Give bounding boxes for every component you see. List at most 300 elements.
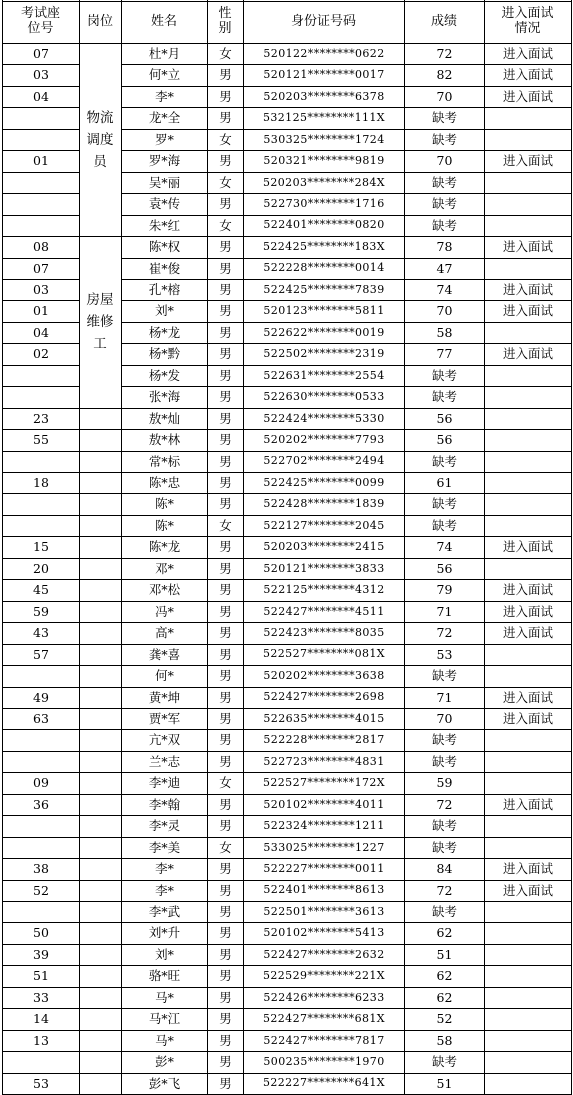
cell-gender: 男 — [219, 968, 232, 984]
cell-seat — [3, 816, 79, 836]
cell-name: 冯* — [155, 603, 174, 619]
grid-line — [484, 0, 485, 1095]
grid-line — [2, 815, 571, 816]
cell-status — [485, 473, 571, 493]
cell-name: 马* — [155, 989, 174, 1005]
cell-gender: 男 — [219, 646, 232, 662]
cell-score: 82 — [436, 67, 453, 83]
cell-id: 522702********2494 — [263, 454, 385, 468]
cell-seat: 39 — [33, 946, 49, 962]
cell-score: 缺考 — [431, 110, 457, 126]
cell-status — [485, 1052, 571, 1072]
grid-line — [2, 944, 571, 945]
cell-gender: 男 — [219, 239, 232, 255]
header-post: 岗位 — [86, 13, 113, 29]
cell-gender: 男 — [219, 432, 232, 448]
cell-gender: 男 — [219, 410, 232, 426]
cell-score: 缺考 — [431, 174, 457, 190]
cell-status: 进入面试 — [502, 582, 553, 598]
cell-status — [485, 216, 571, 236]
cell-gender: 男 — [219, 1011, 232, 1027]
grid-line — [2, 1051, 571, 1052]
cell-id: 520321********9819 — [263, 154, 385, 168]
cell-gender: 男 — [219, 88, 232, 104]
cell-score: 62 — [436, 989, 453, 1005]
header-seat — [2, 1, 79, 43]
cell-seat — [3, 216, 79, 236]
cell-score: 71 — [436, 689, 453, 705]
cell-gender: 男 — [219, 496, 232, 512]
cell-name: 龚*喜 — [148, 646, 181, 662]
cell-name: 李* — [155, 861, 174, 877]
grid-line — [2, 965, 571, 966]
cell-name: 陈* — [155, 496, 174, 512]
cell-status — [485, 409, 571, 429]
post-label-line: 房屋 — [86, 291, 114, 308]
cell-score: 缺考 — [431, 131, 457, 147]
cell-seat: 07 — [33, 260, 49, 276]
cell-score: 缺考 — [431, 517, 457, 533]
post-label-line: 维修 — [86, 313, 114, 330]
cell-name: 罗*海 — [148, 153, 181, 169]
cell-name: 罗* — [155, 131, 174, 147]
cell-score: 77 — [436, 346, 453, 362]
cell-name: 杨*黔 — [148, 346, 181, 362]
cell-status — [485, 773, 571, 793]
post-label-line: 工 — [93, 335, 107, 352]
grid-line — [207, 0, 208, 1095]
grid-line — [121, 279, 571, 280]
cell-status: 进入面试 — [502, 153, 553, 169]
cell-score: 缺考 — [431, 196, 457, 212]
grid-line — [2, 1, 571, 2]
cell-status — [485, 666, 571, 686]
cell-gender: 男 — [219, 925, 232, 941]
cell-name: 黄*坤 — [148, 689, 181, 705]
cell-gender: 男 — [219, 818, 232, 834]
cell-id: 522227********641X — [262, 1076, 386, 1090]
header-seat-line: 位号 — [27, 21, 54, 36]
cell-id: 522723********4831 — [263, 754, 385, 768]
cell-id: 522527********172X — [262, 776, 386, 790]
cell-gender: 男 — [219, 196, 232, 212]
cell-status: 进入面试 — [502, 689, 553, 705]
cell-id: 520102********4011 — [263, 797, 385, 811]
grid-line — [2, 493, 571, 494]
grid-line — [121, 0, 122, 1095]
grid-line — [2, 837, 571, 838]
cell-seat — [3, 902, 79, 922]
cell-status: 进入面试 — [502, 625, 553, 641]
cell-name: 孔*榕 — [148, 281, 181, 297]
cell-status — [485, 387, 571, 407]
cell-score: 51 — [436, 1075, 453, 1091]
cell-name: 兰*志 — [148, 753, 181, 769]
cell-name: 陈*龙 — [148, 539, 181, 555]
cell-id: 520123********5811 — [263, 304, 385, 318]
cell-score: 缺考 — [431, 496, 457, 512]
header-status-line: 进入面试 — [501, 6, 554, 22]
cell-status — [485, 559, 571, 579]
cell-seat: 02 — [33, 346, 49, 362]
cell-id: 522401********0820 — [263, 218, 385, 232]
cell-id: 522730********1716 — [263, 197, 385, 211]
cell-name: 邓* — [155, 560, 174, 576]
cell-score: 缺考 — [431, 904, 457, 920]
cell-gender: 男 — [219, 603, 232, 619]
cell-seat: 09 — [33, 775, 49, 791]
cell-score: 84 — [436, 861, 453, 877]
cell-gender: 男 — [219, 153, 232, 169]
grid-line — [2, 665, 571, 666]
cell-name: 龙*全 — [148, 110, 181, 126]
grid-line — [2, 1008, 571, 1009]
grid-line — [243, 0, 244, 1095]
cell-status — [485, 430, 571, 450]
cell-status — [485, 945, 571, 965]
cell-seat: 57 — [33, 646, 49, 662]
grid-line — [2, 708, 571, 709]
cell-gender: 女 — [219, 775, 232, 791]
cell-id: 500235********1970 — [263, 1055, 385, 1069]
cell-seat — [3, 452, 79, 472]
grid-line — [2, 901, 571, 902]
cell-status: 进入面试 — [502, 281, 553, 297]
cell-id: 522635********4015 — [263, 711, 385, 725]
grid-line — [2, 987, 571, 988]
header-status — [484, 1, 571, 43]
cell-score: 74 — [436, 539, 453, 555]
cell-seat — [3, 130, 79, 150]
grid-line — [2, 129, 79, 130]
cell-id: 520121********3833 — [263, 561, 385, 575]
grid-line — [2, 64, 79, 65]
cell-score: 72 — [436, 625, 453, 641]
grid-line — [121, 386, 571, 387]
grid-line — [121, 64, 571, 65]
post-label-line: 员 — [93, 153, 107, 170]
grid-line — [2, 0, 3, 1095]
cell-name: 敖*灿 — [148, 410, 181, 426]
grid-line — [121, 107, 571, 108]
cell-id: 520202********3638 — [263, 668, 385, 682]
grid-line — [2, 922, 571, 923]
cell-gender: 男 — [219, 796, 232, 812]
cell-id: 522227********0011 — [263, 861, 385, 875]
grid-line — [2, 172, 79, 173]
cell-gender: 男 — [219, 367, 232, 383]
cell-gender: 男 — [219, 582, 232, 598]
cell-status: 进入面试 — [502, 303, 553, 319]
cell-id: 522631********2554 — [263, 368, 385, 382]
grid-line — [2, 193, 79, 194]
cell-gender: 男 — [219, 110, 232, 126]
cell-status — [485, 902, 571, 922]
cell-status: 进入面试 — [502, 796, 553, 812]
cell-score: 缺考 — [431, 818, 457, 834]
cell-seat: 08 — [33, 239, 49, 255]
grid-line — [2, 451, 571, 452]
cell-gender: 男 — [219, 753, 232, 769]
cell-name: 骆*旺 — [148, 968, 181, 984]
cell-status: 进入面试 — [502, 861, 553, 877]
cell-gender: 男 — [219, 560, 232, 576]
cell-status — [485, 452, 571, 472]
cell-status: 进入面试 — [502, 239, 553, 255]
grid-line — [121, 300, 571, 301]
cell-gender: 男 — [219, 989, 232, 1005]
cell-name: 陈* — [155, 517, 174, 533]
cell-seat: 14 — [33, 1011, 49, 1027]
cell-name: 彭*飞 — [148, 1075, 181, 1091]
cell-name: 刘* — [155, 946, 174, 962]
cell-seat: 23 — [33, 410, 49, 426]
cell-name: 何* — [155, 668, 174, 684]
cell-id: 522401********8613 — [263, 883, 385, 897]
cell-id: 522228********2817 — [263, 733, 385, 747]
cell-id: 522427********2698 — [263, 690, 385, 704]
cell-status: 进入面试 — [502, 710, 553, 726]
cell-seat — [3, 730, 79, 750]
cell-seat: 07 — [33, 46, 49, 62]
cell-gender: 男 — [219, 539, 232, 555]
cell-seat: 50 — [33, 925, 49, 941]
cell-score: 70 — [436, 88, 453, 104]
grid-line — [2, 622, 571, 623]
cell-id: 520203********284X — [262, 175, 386, 189]
cell-status: 进入面试 — [502, 67, 553, 83]
cell-gender: 男 — [219, 1054, 232, 1070]
cell-id: 522427********2632 — [263, 947, 385, 961]
cell-id: 522425********0099 — [263, 475, 385, 489]
grid-line — [2, 279, 79, 280]
cell-status: 进入面试 — [502, 346, 553, 362]
cell-gender: 女 — [219, 217, 232, 233]
grid-line — [121, 172, 571, 173]
cell-id: 522630********0533 — [263, 390, 385, 404]
cell-gender: 男 — [219, 668, 232, 684]
grid-line — [121, 258, 571, 259]
cell-name: 陈*权 — [148, 239, 181, 255]
cell-name: 杜*月 — [148, 46, 181, 62]
cell-name: 贾*军 — [148, 710, 181, 726]
cell-gender: 男 — [219, 1032, 232, 1048]
grid-line — [2, 43, 571, 44]
cell-score: 71 — [436, 603, 453, 619]
cell-score: 58 — [436, 1032, 453, 1048]
cell-gender: 女 — [219, 46, 232, 62]
cell-score: 缺考 — [431, 217, 457, 233]
cell-name: 李*美 — [148, 839, 181, 855]
cell-name: 杨*发 — [148, 367, 181, 383]
header-id: 身份证号码 — [290, 13, 356, 29]
cell-gender: 男 — [219, 281, 232, 297]
cell-name: 亢*双 — [148, 732, 181, 748]
cell-score: 62 — [436, 968, 453, 984]
cell-seat: 01 — [33, 153, 49, 169]
grid-line — [2, 644, 571, 645]
cell-status — [485, 130, 571, 150]
cell-id: 522424********5330 — [263, 411, 385, 425]
cell-gender: 男 — [219, 904, 232, 920]
cell-gender: 男 — [219, 861, 232, 877]
grid-line — [2, 558, 571, 559]
post-label-line: 调度 — [86, 131, 114, 148]
cell-score: 56 — [436, 560, 453, 576]
cell-name: 李*武 — [148, 904, 181, 920]
cell-status — [485, 259, 571, 279]
cell-id: 530325********1724 — [263, 132, 385, 146]
cell-seat: 18 — [33, 475, 49, 491]
cell-name: 李*迪 — [148, 775, 181, 791]
cell-name: 彭* — [155, 1054, 174, 1070]
cell-id: 522425********7839 — [263, 282, 385, 296]
cell-seat: 51 — [33, 968, 49, 984]
cell-seat: 36 — [33, 796, 49, 812]
cell-seat: 15 — [33, 539, 49, 555]
cell-score: 70 — [436, 303, 453, 319]
grid-line — [2, 365, 79, 366]
grid-line — [2, 579, 571, 580]
cell-id: 522622********0019 — [263, 325, 385, 339]
cell-status — [485, 923, 571, 943]
grid-line — [2, 150, 79, 151]
cell-gender: 女 — [219, 131, 232, 147]
cell-status — [485, 108, 571, 128]
header-score: 成绩 — [430, 13, 457, 29]
cell-id: 522423********8035 — [263, 626, 385, 640]
cell-seat — [3, 494, 79, 514]
cell-score: 缺考 — [431, 1054, 457, 1070]
cell-seat — [3, 752, 79, 772]
cell-status — [485, 988, 571, 1008]
grid-line — [2, 1073, 571, 1074]
grid-line — [121, 215, 571, 216]
cell-seat — [3, 366, 79, 386]
cell-seat: 53 — [33, 1075, 49, 1091]
grid-line — [2, 86, 79, 87]
header-seat-line: 考试座 — [20, 6, 60, 22]
grid-line — [121, 86, 571, 87]
cell-gender: 女 — [219, 839, 232, 855]
cell-id: 522324********1211 — [263, 819, 385, 833]
cell-score: 72 — [436, 796, 453, 812]
cell-status: 进入面试 — [502, 46, 553, 62]
cell-seat: 52 — [33, 882, 49, 898]
cell-gender: 男 — [219, 625, 232, 641]
cell-seat — [3, 838, 79, 858]
cell-seat: 38 — [33, 861, 49, 877]
cell-status — [485, 516, 571, 536]
cell-gender: 男 — [219, 67, 232, 83]
cell-status — [485, 494, 571, 514]
cell-status — [485, 1074, 571, 1094]
cell-gender: 男 — [219, 732, 232, 748]
cell-seat — [3, 173, 79, 193]
cell-status — [485, 816, 571, 836]
post-label — [80, 107, 120, 173]
cell-status — [485, 752, 571, 772]
cell-score: 56 — [436, 410, 453, 426]
cell-name: 吴*丽 — [148, 174, 181, 190]
cell-name: 敖*林 — [148, 432, 181, 448]
cell-score: 72 — [436, 46, 453, 62]
grid-line — [2, 215, 79, 216]
cell-gender: 男 — [219, 324, 232, 340]
cell-score: 缺考 — [431, 389, 457, 405]
cell-name: 马* — [155, 1032, 174, 1048]
cell-id: 522426********6233 — [263, 990, 385, 1004]
cell-score: 缺考 — [431, 453, 457, 469]
cell-status — [485, 1031, 571, 1051]
cell-status — [485, 645, 571, 665]
grid-line — [2, 751, 571, 752]
header-gender — [207, 1, 243, 43]
cell-name: 常*标 — [148, 453, 181, 469]
cell-id: 522502********2319 — [263, 347, 385, 361]
cell-score: 52 — [436, 1011, 453, 1027]
cell-seat: 59 — [33, 603, 49, 619]
header-gender-line: 别 — [218, 21, 232, 36]
cell-gender: 男 — [219, 389, 232, 405]
cell-score: 59 — [436, 775, 453, 791]
cell-seat — [3, 387, 79, 407]
cell-id: 522501********3613 — [263, 904, 385, 918]
cell-name: 李*灵 — [148, 818, 181, 834]
grid-line — [2, 536, 571, 537]
post-label-line: 物流 — [86, 109, 114, 126]
cell-status — [485, 1009, 571, 1029]
cell-score: 53 — [436, 646, 453, 662]
cell-id: 520102********5413 — [263, 926, 385, 940]
grid-line — [2, 472, 571, 473]
cell-seat: 04 — [33, 324, 49, 340]
cell-id: 520203********6378 — [263, 89, 385, 103]
cell-name: 李* — [155, 88, 174, 104]
post-label — [80, 289, 120, 355]
cell-status — [485, 366, 571, 386]
grid-line — [121, 150, 571, 151]
cell-score: 51 — [436, 946, 453, 962]
cell-status — [485, 730, 571, 750]
grid-line — [2, 880, 571, 881]
grid-line — [2, 858, 571, 859]
cell-seat: 33 — [33, 989, 49, 1005]
cell-id: 520121********0017 — [263, 68, 385, 82]
cell-seat: 04 — [33, 88, 49, 104]
grid-line — [2, 687, 571, 688]
cell-name: 朱*红 — [148, 217, 181, 233]
cell-score: 70 — [436, 153, 453, 169]
cell-score: 缺考 — [431, 668, 457, 684]
cell-id: 522427********4511 — [263, 604, 385, 618]
cell-seat: 55 — [33, 432, 49, 448]
cell-seat — [3, 516, 79, 536]
cell-seat: 45 — [33, 582, 49, 598]
cell-name: 刘* — [155, 303, 174, 319]
cell-score: 56 — [436, 432, 453, 448]
cell-gender: 男 — [219, 346, 232, 362]
cell-score: 缺考 — [431, 732, 457, 748]
cell-status: 进入面试 — [502, 882, 553, 898]
grid-line — [2, 322, 79, 323]
cell-score: 58 — [436, 324, 453, 340]
cell-status: 进入面试 — [502, 539, 553, 555]
cell-seat: 01 — [33, 303, 49, 319]
cell-seat: 03 — [33, 281, 49, 297]
cell-score: 70 — [436, 710, 453, 726]
grid-line — [121, 322, 571, 323]
